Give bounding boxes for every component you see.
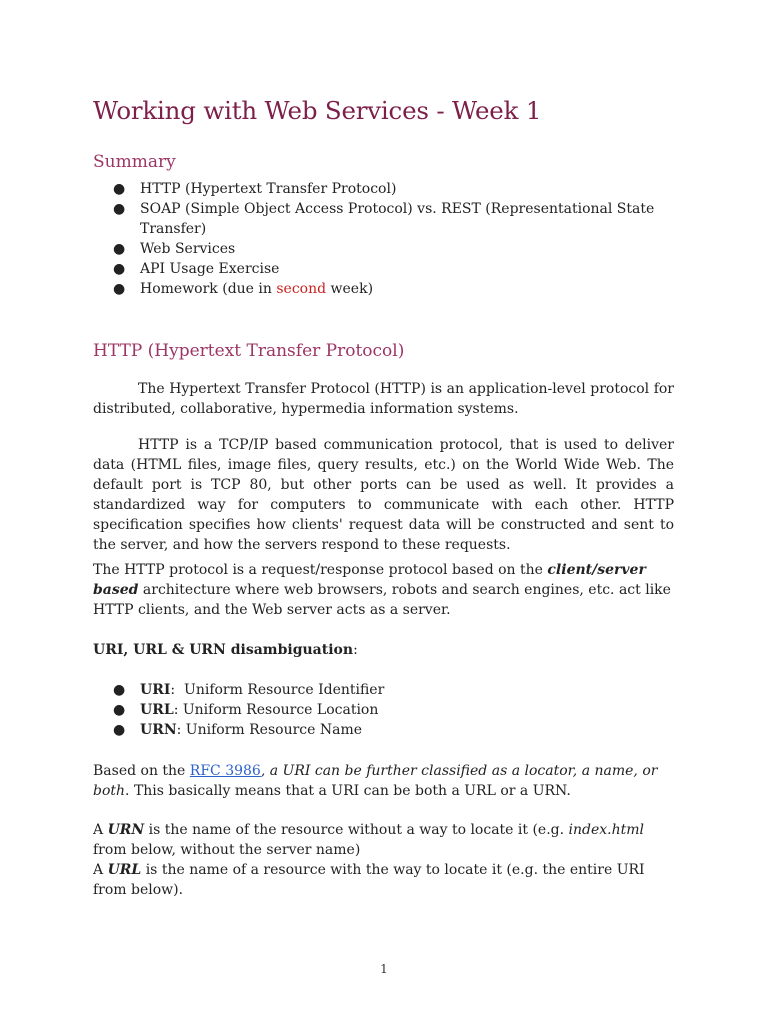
http-paragraph-2: HTTP is a TCP/IP based communication protocol, that is used to deliver data (HTML files, image files, query results, etc.) on the World Wide Web. The default port is TCP 80, but other ports can be used as well. It provides a standardized way for computers to communicate with each other. HTTP specification specifies how clients' request data will be constructed and sent to the server, and how the servers respond to these requests. [93,437,674,553]
document-title: Working with Web Services - Week 1 [93,96,542,125]
urn-definition: A URN is the name of the resource without a way to locate it (e.g. index.html from below, without the server name) A URL is the name of a resource with the way to locate it (e.g. the entire URI from below). [93,822,645,898]
summary-list [113,179,654,299]
http-paragraph-1: The Hypertext Transfer Protocol (HTTP) is an application-level protocol for distributed, collaborative, hypermedia information systems. [93,381,674,417]
list-item: ● Web Services [113,241,236,257]
uri-heading: URI, URL & URN disambiguation: [93,642,358,658]
list-item: ● HTTP (Hypertext Transfer Protocol) [113,181,397,197]
list-item: ● SOAP (Simple Object Access Protocol) vs. REST (Representational State Transfer) [113,201,655,237]
http-heading: HTTP (Hypertext Transfer Protocol) [93,341,405,361]
summary-heading: Summary [93,152,176,172]
list-item: ● API Usage Exercise [113,261,280,277]
rfc-3986-link[interactable]: RFC 3986 [189,763,261,779]
homework-highlight: second [276,281,327,297]
uri-list [113,680,384,740]
list-item: ● URL: Uniform Resource Location [113,702,379,718]
client-server-emphasis: client/server based [93,562,646,598]
list-item: ● Homework (due in second week) [113,281,374,297]
http-paragraph-3: The HTTP protocol is a request/response protocol based on the client/server based architecture where web browsers, robots and search engines, etc. act like HTTP clients, and the Web server acts as a server. [93,562,671,618]
list-item: ● URN: Uniform Resource Name [113,722,363,738]
list-item: ● URI: Uniform Resource Identifier [113,682,385,698]
page-number: 1 [380,962,388,976]
rfc-paragraph: Based on the RFC 3986, a URI can be further classified as a locator, a name, or both. This basically means that a URI can be both a URL or a URN. [93,763,658,799]
